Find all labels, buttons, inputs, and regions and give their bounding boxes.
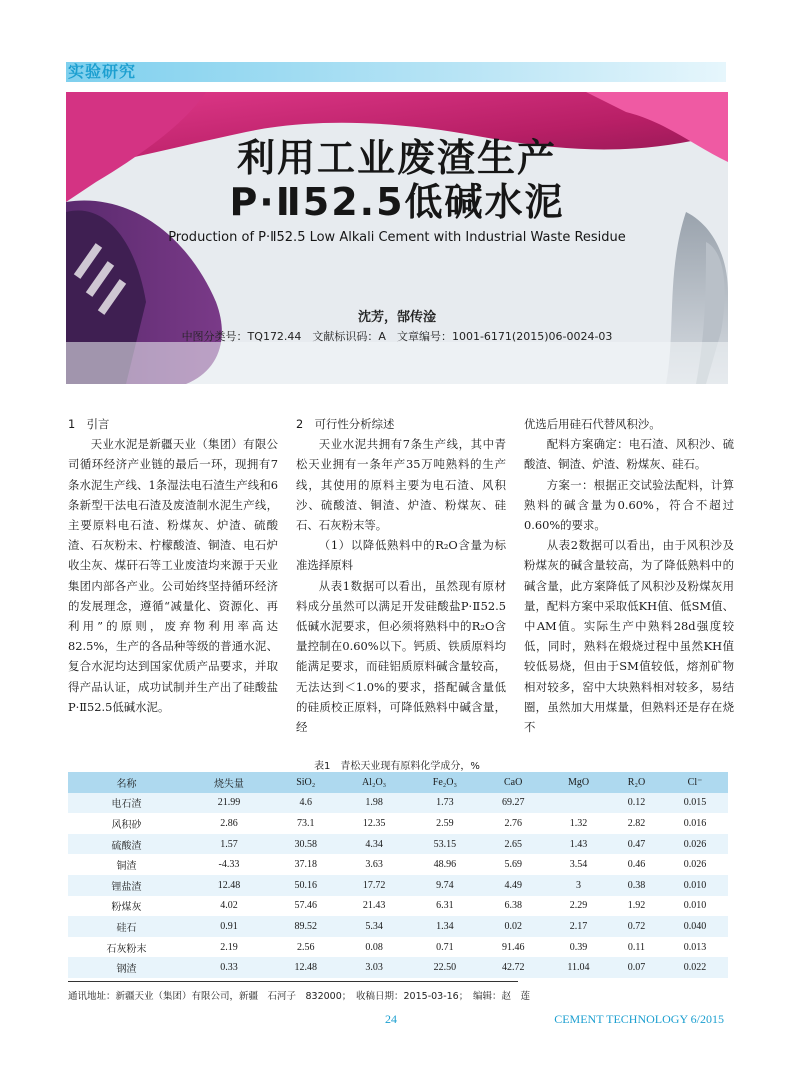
table-cell-name: 石灰粉末 bbox=[68, 937, 185, 958]
table-cell: 0.010 bbox=[662, 875, 728, 896]
paragraph: 从表2数据可以看出，由于风积沙及粉煤灰的碱含量较高，为了降低熟料中的碱含量，此方案降低了风积沙及粉煤灰用量，配料方案中采取低KH值、低SM值、中AM值。实际生产中熟料28d强度较低，同时，熟料在煅烧过程中虽然KH值较低易烧，但由于SM值较低，熔剂矿物相对较多，窑中大块熟料相对较多，易结圈，虽然加大用煤量，但熟料还是存在烧不 bbox=[524, 538, 734, 735]
table-cell: 0.33 bbox=[185, 957, 273, 978]
table-cell: 3.63 bbox=[339, 854, 410, 875]
table-cell: 5.34 bbox=[339, 916, 410, 937]
table-cell: 21.99 bbox=[185, 793, 273, 814]
table-cell: 0.013 bbox=[662, 937, 728, 958]
table-cell: 4.02 bbox=[185, 896, 273, 917]
article-title-line-2: P·Ⅱ52.5低碱水泥 bbox=[229, 180, 565, 224]
table-cell-name: 粉煤灰 bbox=[68, 896, 185, 917]
table-cell: -4.33 bbox=[185, 854, 273, 875]
table-cell: 0.08 bbox=[339, 937, 410, 958]
table-cell: 2.56 bbox=[273, 937, 339, 958]
table-row bbox=[68, 957, 728, 978]
table-cell: 0.02 bbox=[480, 916, 546, 937]
table-cell-name: 硫酸渣 bbox=[68, 834, 185, 855]
table-cell-name: 风积砂 bbox=[68, 813, 185, 834]
table-cell: 11.04 bbox=[546, 957, 611, 978]
table-cell: 73.1 bbox=[273, 813, 339, 834]
column-header: Cl⁻ bbox=[662, 772, 728, 793]
paragraph: 优选后用硅石代替风积沙。 bbox=[524, 417, 661, 431]
paragraph: 配料方案确定：电石渣、风积沙、硫酸渣、铜渣、炉渣、粉煤灰、硅石。 bbox=[524, 437, 734, 472]
table-cell: 0.47 bbox=[611, 834, 662, 855]
table-cell: 4.49 bbox=[480, 875, 546, 896]
table-cell: 2.65 bbox=[480, 834, 546, 855]
article-title-line-1: 利用工业废渣生产 bbox=[236, 136, 557, 180]
table-cell: 21.43 bbox=[339, 896, 410, 917]
table-cell bbox=[546, 793, 611, 814]
table-cell: 0.39 bbox=[546, 937, 611, 958]
table-cell: 0.010 bbox=[662, 896, 728, 917]
table-cell: 3.54 bbox=[546, 854, 611, 875]
table-row bbox=[68, 896, 728, 917]
table-cell: 9.74 bbox=[409, 875, 480, 896]
column-header: SiO₂ bbox=[273, 772, 339, 793]
text-column-2 bbox=[296, 414, 506, 737]
paragraph: 天业水泥共拥有7条生产线，其中青松天业拥有一条年产35万吨熟料的生产线，其使用的原料主要为电石渣、风积沙、硫酸渣、铜渣、炉渣、粉煤灰、硅石、石灰粉末等。 bbox=[296, 437, 506, 533]
table-cell: 1.98 bbox=[339, 793, 410, 814]
table-cell: 0.026 bbox=[662, 834, 728, 855]
paragraph: 从表1数据可以看出，虽然现有原材料成分虽然可以满足开发硅酸盐P·Ⅱ52.5低碱水泥要求，但必须将熟料中的R₂O含量控制在0.60%以下。钙质、铁质原料均能满足要求，而硅铝质原料碱含量较高，无法达到＜1.0%的要求，搭配碱含量低的硅质校正原料，可降低熟料中碱含量，经 bbox=[296, 578, 506, 735]
table-cell: 17.72 bbox=[339, 875, 410, 896]
table-cell: 0.11 bbox=[611, 937, 662, 958]
table-cell: 0.46 bbox=[611, 854, 662, 875]
table-cell: 1.32 bbox=[546, 813, 611, 834]
table-cell: 0.91 bbox=[185, 916, 273, 937]
text-column-1 bbox=[68, 414, 278, 717]
paragraph: 方案一：根据正交试验法配料，计算熟料的碱含量为0.60%，符合不超过0.60%的要求。 bbox=[524, 477, 734, 533]
column-header: MgO bbox=[546, 772, 611, 793]
table-cell: 37.18 bbox=[273, 854, 339, 875]
table-cell: 12.48 bbox=[185, 875, 273, 896]
table-cell: 6.31 bbox=[409, 896, 480, 917]
table-cell: 30.58 bbox=[273, 834, 339, 855]
table-cell: 0.040 bbox=[662, 916, 728, 937]
column-header: 名称 bbox=[68, 772, 185, 793]
table-cell: 1.73 bbox=[409, 793, 480, 814]
column-header: Fe₂O₃ bbox=[409, 772, 480, 793]
table-cell: 1.34 bbox=[409, 916, 480, 937]
footnote: 通讯地址：新疆天业（集团）有限公司，新疆 石河子 832000； 收稿日期：2015-03-16； 编辑：赵 莲 bbox=[68, 991, 530, 1002]
table-cell-name: 电石渣 bbox=[68, 793, 185, 814]
table-cell: 0.71 bbox=[409, 937, 480, 958]
table-cell: 22.50 bbox=[409, 957, 480, 978]
article-classification-meta: 中图分类号：TQ172.44 文献标识码：A 文章编号：1001-6171(2015)06-0024-03 bbox=[181, 330, 613, 343]
table-cell: 2.76 bbox=[480, 813, 546, 834]
table-cell: 0.07 bbox=[611, 957, 662, 978]
table-row bbox=[68, 937, 728, 958]
table-cell: 0.12 bbox=[611, 793, 662, 814]
table-cell: 6.38 bbox=[480, 896, 546, 917]
table-cell-name: 钢渣 bbox=[68, 957, 185, 978]
table-cell: 2.17 bbox=[546, 916, 611, 937]
table-cell: 2.82 bbox=[611, 813, 662, 834]
table-cell-name: 硅石 bbox=[68, 916, 185, 937]
table-cell: 57.46 bbox=[273, 896, 339, 917]
table-row bbox=[68, 793, 728, 814]
raw-material-composition-table bbox=[68, 772, 728, 978]
table-cell: 0.016 bbox=[662, 813, 728, 834]
table-cell-name: 锂盐渣 bbox=[68, 875, 185, 896]
table-cell: 89.52 bbox=[273, 916, 339, 937]
column-header: 烧失量 bbox=[185, 772, 273, 793]
table-cell: 1.43 bbox=[546, 834, 611, 855]
paragraph: （1）以降低熟料中的R₂O含量为标准选择原料 bbox=[296, 538, 506, 573]
table-cell: 12.35 bbox=[339, 813, 410, 834]
table-row bbox=[68, 916, 728, 937]
table-cell: 50.16 bbox=[273, 875, 339, 896]
table-header-row bbox=[68, 772, 728, 793]
table-cell: 42.72 bbox=[480, 957, 546, 978]
table-cell: 12.48 bbox=[273, 957, 339, 978]
section-heading-feasibility: 2 可行性分析综述 bbox=[296, 417, 395, 431]
table-cell: 53.15 bbox=[409, 834, 480, 855]
table-cell: 0.026 bbox=[662, 854, 728, 875]
table-row bbox=[68, 834, 728, 855]
table-cell: 3 bbox=[546, 875, 611, 896]
table-cell: 3.03 bbox=[339, 957, 410, 978]
section-heading-introduction: 1 引言 bbox=[68, 417, 110, 431]
table-cell: 4.6 bbox=[273, 793, 339, 814]
journal-name: CEMENT TECHNOLOGY 6/2015 bbox=[554, 1012, 724, 1026]
page-number: 24 bbox=[385, 1012, 397, 1026]
table-cell-name: 铜渣 bbox=[68, 854, 185, 875]
table-cell: 2.59 bbox=[409, 813, 480, 834]
table-cell: 4.34 bbox=[339, 834, 410, 855]
footnote-rule bbox=[68, 981, 518, 982]
section-tag bbox=[66, 62, 726, 82]
table-cell: 0.022 bbox=[662, 957, 728, 978]
text-column-3 bbox=[524, 414, 734, 737]
table-row bbox=[68, 875, 728, 896]
table-row bbox=[68, 854, 728, 875]
column-header: Al₂O₃ bbox=[339, 772, 410, 793]
table-cell: 2.19 bbox=[185, 937, 273, 958]
column-header: R₂O bbox=[611, 772, 662, 793]
table-cell: 69.27 bbox=[480, 793, 546, 814]
hero-banner bbox=[66, 92, 728, 384]
table-cell: 0.015 bbox=[662, 793, 728, 814]
table-row bbox=[68, 813, 728, 834]
table-caption: 表1 青松天业现有原料化学成分，% bbox=[314, 761, 480, 772]
section-tag-label: 实验研究 bbox=[68, 62, 137, 81]
paragraph: 天业水泥是新疆天业（集团）有限公司循环经济产业链的最后一环，现拥有7条水泥生产线、1条湿法电石渣生产线和6条新型干法电石渣及废渣制水泥生产线，主要原料电石渣、粉煤灰、炉渣、硫酸渣、石灰粉末、柠檬酸渣、铜渣、电石炉收尘灰、煤矸石等工业废渣均来源于天业集团内部各产业。公司始终坚持循环经济的发展理念，遵循“减量化、资源化、再利用”的原则，废弃物利用率高达82.5%，生产的各品种等级的普通水泥、复合水泥均达到国家优质产品要求，并取得产品认证，成功试制并生产出了硅酸盐P·Ⅱ52.5低碱水泥。 bbox=[68, 437, 278, 714]
table-cell: 5.69 bbox=[480, 854, 546, 875]
table-cell: 2.29 bbox=[546, 896, 611, 917]
table-cell: 1.57 bbox=[185, 834, 273, 855]
table-cell: 2.86 bbox=[185, 813, 273, 834]
table-cell: 0.38 bbox=[611, 875, 662, 896]
table-cell: 1.92 bbox=[611, 896, 662, 917]
table-cell: 48.96 bbox=[409, 854, 480, 875]
column-header: CaO bbox=[480, 772, 546, 793]
article-authors: 沈芳，郜传淦 bbox=[357, 310, 436, 325]
table-cell: 91.46 bbox=[480, 937, 546, 958]
table-cell: 0.72 bbox=[611, 916, 662, 937]
article-title-english: Production of P·Ⅱ52.5 Low Alkali Cement with Industrial Waste Residue bbox=[168, 230, 626, 245]
